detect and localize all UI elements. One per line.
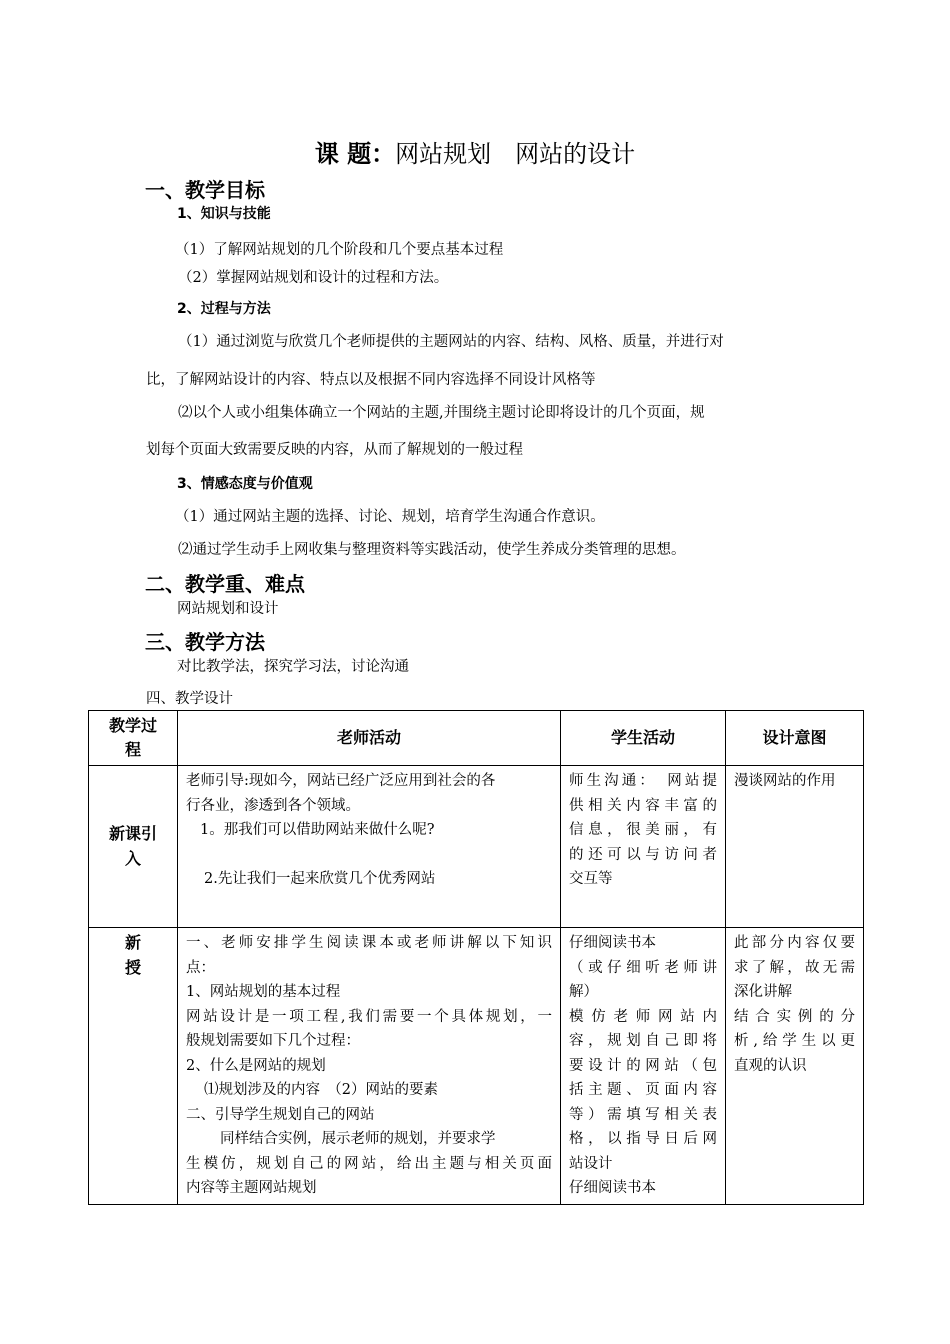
objective-2-1-line2: 比，了解网站设计的内容、特点以及根据不同内容选择不同设计风格等 <box>146 372 596 388</box>
section4-heading: 四、教学设计 <box>146 691 233 707</box>
objective-2-2-line1: ⑵以个人或小组集体确立一个网站的主题,并围绕主题讨论即将设计的几个页面，规 <box>178 405 705 421</box>
title-label: 课 题： <box>314 140 396 168</box>
section3-text: 对比教学法，探究学习法，讨论沟通 <box>177 659 409 675</box>
table-row <box>89 928 864 1205</box>
objective-1-1: （1）了解网站规划的几个阶段和几个要点基本过程 <box>175 242 504 258</box>
section1-sub1-heading: 1、知识与技能 <box>177 206 271 222</box>
lesson-title <box>0 134 950 169</box>
objective-3-1: （1）通过网站主题的选择、讨论、规划，培育学生沟通合作意识。 <box>175 509 605 525</box>
header-teacher: 老师活动 <box>178 711 561 766</box>
header-student: 学生活动 <box>561 711 726 766</box>
teaching-design-table <box>88 710 864 1205</box>
objective-2-2-line2: 划每个页面大致需要反映的内容，从而了解规划的一般过程 <box>146 442 523 458</box>
header-intent: 设计意图 <box>726 711 864 766</box>
section2-text: 网站规划和设计 <box>177 601 279 617</box>
row2-student-cell: 仔细阅读书本 （或仔细听老师讲 解） 模仿老师网站内 容，规划自己即将 要设计的网站（包 括主题、页面内容 等）需填写相关表 格，以指导日后网 站设计 仔细阅读书本 <box>561 928 726 1205</box>
section1-heading: 一、教学目标 <box>145 178 265 202</box>
section2-heading: 二、教学重、难点 <box>145 572 305 596</box>
header-process: 教学过 程 <box>89 711 178 766</box>
objective-1-2: （2）掌握网站规划和设计的过程和方法。 <box>178 270 449 286</box>
row2-stage: 新 授 <box>89 928 178 1205</box>
row1-teacher-cell: 老师引导:现如今，网站已经广泛应用到社会的各 行各业，渗透到各个领域。 1。那我们可以借助网站来做什么呢? 2.先让我们一起来欣赏几个优秀网站 <box>178 766 561 928</box>
row2-teacher-cell: 一、老师安排学生阅读课本或老师讲解以下知识 点： 1、网站规划的基本过程 网站设计是一项工程,我们需要一个具体规划，一 般规划需要如下几个过程： 2、什么是网站的规划 ⑴规划涉及的内容 （2）网站的要素 二、引导学生规划自己的网站 同样结合实例，展示老师的规划，并要求学 生模仿，规划自己的网站，给出主题与相关页面 内容等主题网站规划 <box>178 928 561 1205</box>
row1-stage: 新课引 入 <box>89 766 178 928</box>
section1-sub3-heading: 3、情感态度与价值观 <box>177 476 313 492</box>
section3-heading: 三、教学方法 <box>145 630 265 654</box>
title-text: 网站规划 网站的设计 <box>395 140 636 168</box>
row2-intent-cell: 此部分内容仅要 求了解，故无需 深化讲解 结合实例的分 析,给学生以更 直观的认识 <box>726 928 864 1205</box>
objective-3-2: ⑵通过学生动手上网收集与整理资料等实践活动，使学生养成分类管理的思想。 <box>178 542 686 558</box>
row1-intent-cell: 漫谈网站的作用 <box>726 766 864 928</box>
section1-sub2-heading: 2、过程与方法 <box>177 301 271 317</box>
table-row <box>89 766 864 928</box>
objective-2-1-line1: （1）通过浏览与欣赏几个老师提供的主题网站的内容、结构、风格、质量，并进行对 <box>178 334 724 350</box>
row1-student-cell: 师生沟通： 网站提 供相关内容丰富的 信息，很美丽，有 的还可以与访问者 交互等 <box>561 766 726 928</box>
table-header-row <box>89 711 864 766</box>
